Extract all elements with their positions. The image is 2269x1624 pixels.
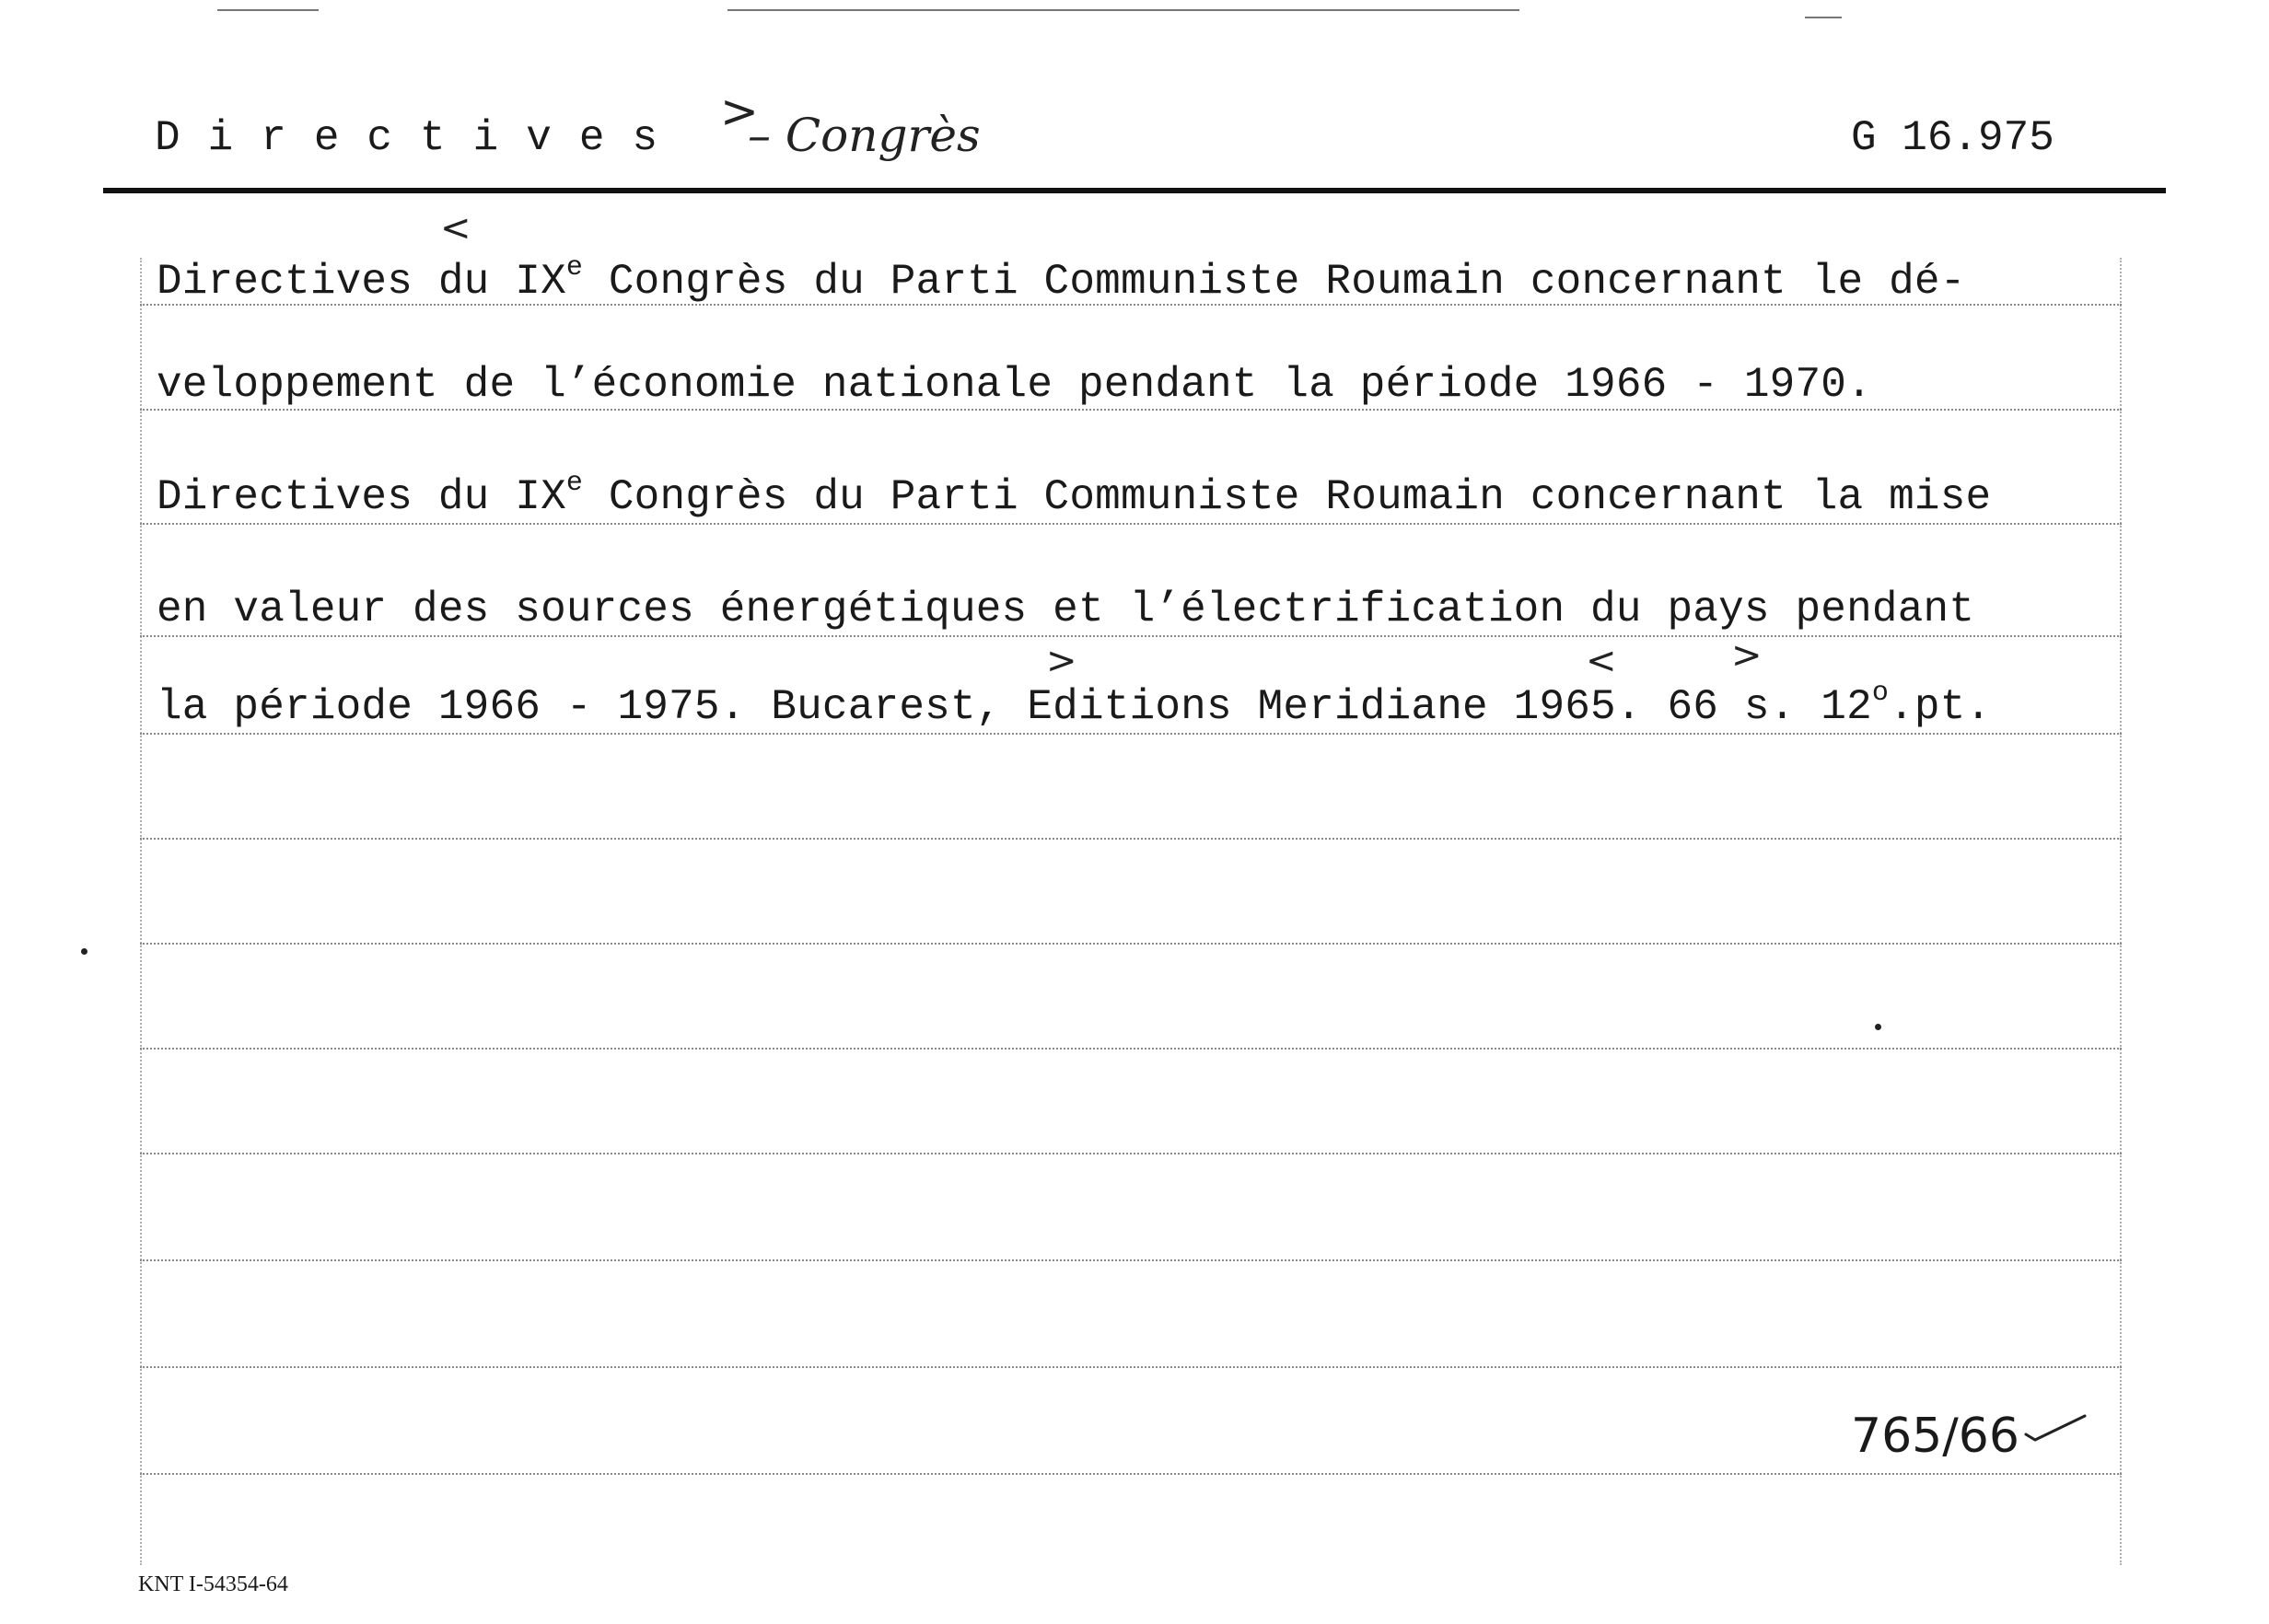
entry-line-4: en valeur des sources énergétiques et l’électrification du pays pendant [157,586,1975,633]
accession-number: 765/66 [1851,1409,2019,1464]
card-frame-right [2120,258,2122,1565]
ruled-line [140,1259,2122,1261]
entry-line-2: veloppement de l’économie nationale pendant la période 1966 - 1970. [157,361,1872,409]
check-icon [2022,1412,2089,1449]
editorial-mark-greater-than: > [1046,640,1077,682]
editorial-mark-less-than: < [440,207,471,249]
editorial-mark-less-than: < [1586,640,1617,682]
header-rule [103,188,2166,193]
editorial-mark-greater-than: > [1731,634,1763,677]
ruled-line [140,733,2122,735]
dust-speck [81,948,87,955]
entry-line-3: Directives du IXe Congrès du Parti Communiste Roumain concernant la mise [157,468,1992,521]
card-heading: Directives [155,114,686,162]
shelfmark: G 16.975 [1851,114,2054,162]
ruled-line [140,1048,2122,1050]
ruled-line [140,635,2122,637]
ruled-line [140,1473,2122,1475]
dust-speck [1875,1024,1881,1030]
ruled-line [140,838,2122,840]
ruled-line [140,1153,2122,1154]
handwritten-subject-note: – Congrès [748,109,981,162]
card-print-code: KNT I-54354-64 [138,1572,288,1596]
ruled-line [140,943,2122,945]
top-edge-fragment [217,9,319,11]
ruled-line [140,523,2122,525]
top-edge-fragment [1805,17,1842,18]
ruled-line [140,409,2122,411]
ruled-line [140,1366,2122,1368]
entry-line-1: Directives du IXe Congrès du Parti Communiste Roumain concernant le dé- [157,252,1966,306]
top-edge-fragment [727,9,1519,11]
entry-line-5: la période 1966 - 1975. Bucarest, Editions Meridiane 1965. 66 s. 12$^o$.pt. [157,678,1992,731]
handwritten-insertion-mark: > [720,85,759,138]
card-frame-left [140,258,142,1565]
